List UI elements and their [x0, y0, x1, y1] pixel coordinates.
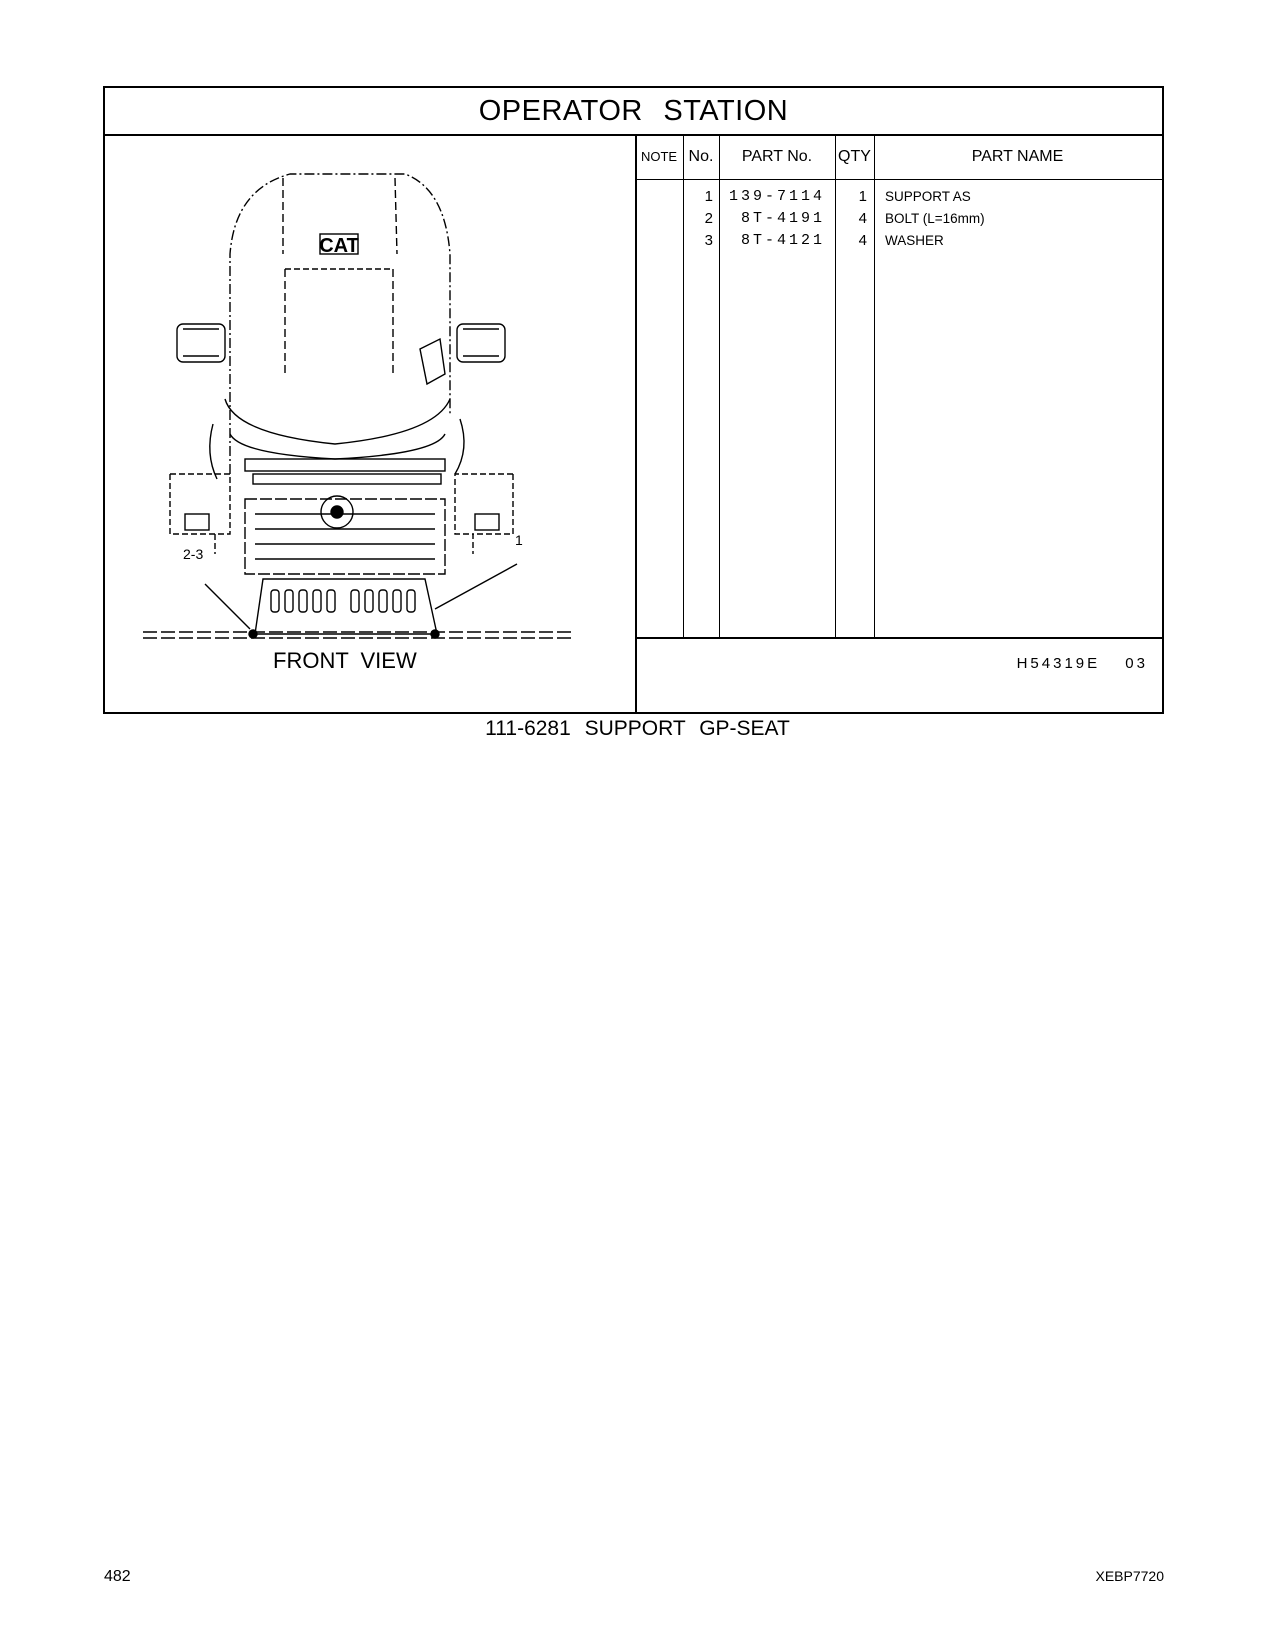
note-column — [635, 134, 684, 637]
document-id: XEBP7720 — [1095, 1568, 1164, 1584]
row-qty: 1 — [858, 188, 867, 205]
parts-frame — [103, 86, 1164, 714]
parts-table — [635, 134, 1162, 639]
callout-leader-1 — [435, 564, 517, 609]
callout-leader-2-3 — [205, 584, 250, 629]
base-slots — [271, 590, 415, 612]
floor-line — [143, 632, 575, 638]
row-qty: 4 — [858, 210, 867, 227]
seat-illustration — [105, 134, 637, 712]
row-part-no: 139-7114 — [728, 188, 825, 205]
row-qty: 4 — [858, 232, 867, 249]
callout-1: 1 — [515, 532, 523, 548]
row-part-no: 8T-4121 — [740, 232, 825, 249]
header-part-name: PART NAME — [971, 148, 1064, 165]
row-part-no: 8T-4191 — [740, 210, 825, 227]
row-part-name: BOLT (L=16mm) — [885, 211, 985, 226]
row-no: 2 — [704, 210, 713, 227]
seat-drawing — [105, 134, 633, 714]
row-part-name: SUPPORT AS — [885, 189, 971, 204]
drawing-reference: H54319E 03 — [1016, 655, 1148, 672]
backrest-outline — [230, 174, 450, 474]
row-no: 3 — [704, 232, 713, 249]
section-title: OPERATOR STATION — [105, 88, 1162, 136]
support-base — [255, 579, 437, 634]
row-no: 1 — [704, 188, 713, 205]
header-note: NOTE — [640, 149, 678, 164]
table-header — [635, 134, 1162, 180]
group-caption: 111-6281 SUPPORT GP-SEAT — [485, 717, 790, 740]
cat-logo: CAT — [319, 235, 359, 257]
view-label: FRONT VIEW — [273, 648, 417, 673]
header-qty: QTY — [838, 148, 871, 165]
callout-2-3: 2-3 — [183, 546, 204, 562]
page-number: 482 — [104, 1568, 131, 1585]
header-part-no: PART No. — [741, 148, 813, 165]
row-part-name: WASHER — [885, 233, 944, 248]
header-no: No. — [688, 148, 714, 165]
